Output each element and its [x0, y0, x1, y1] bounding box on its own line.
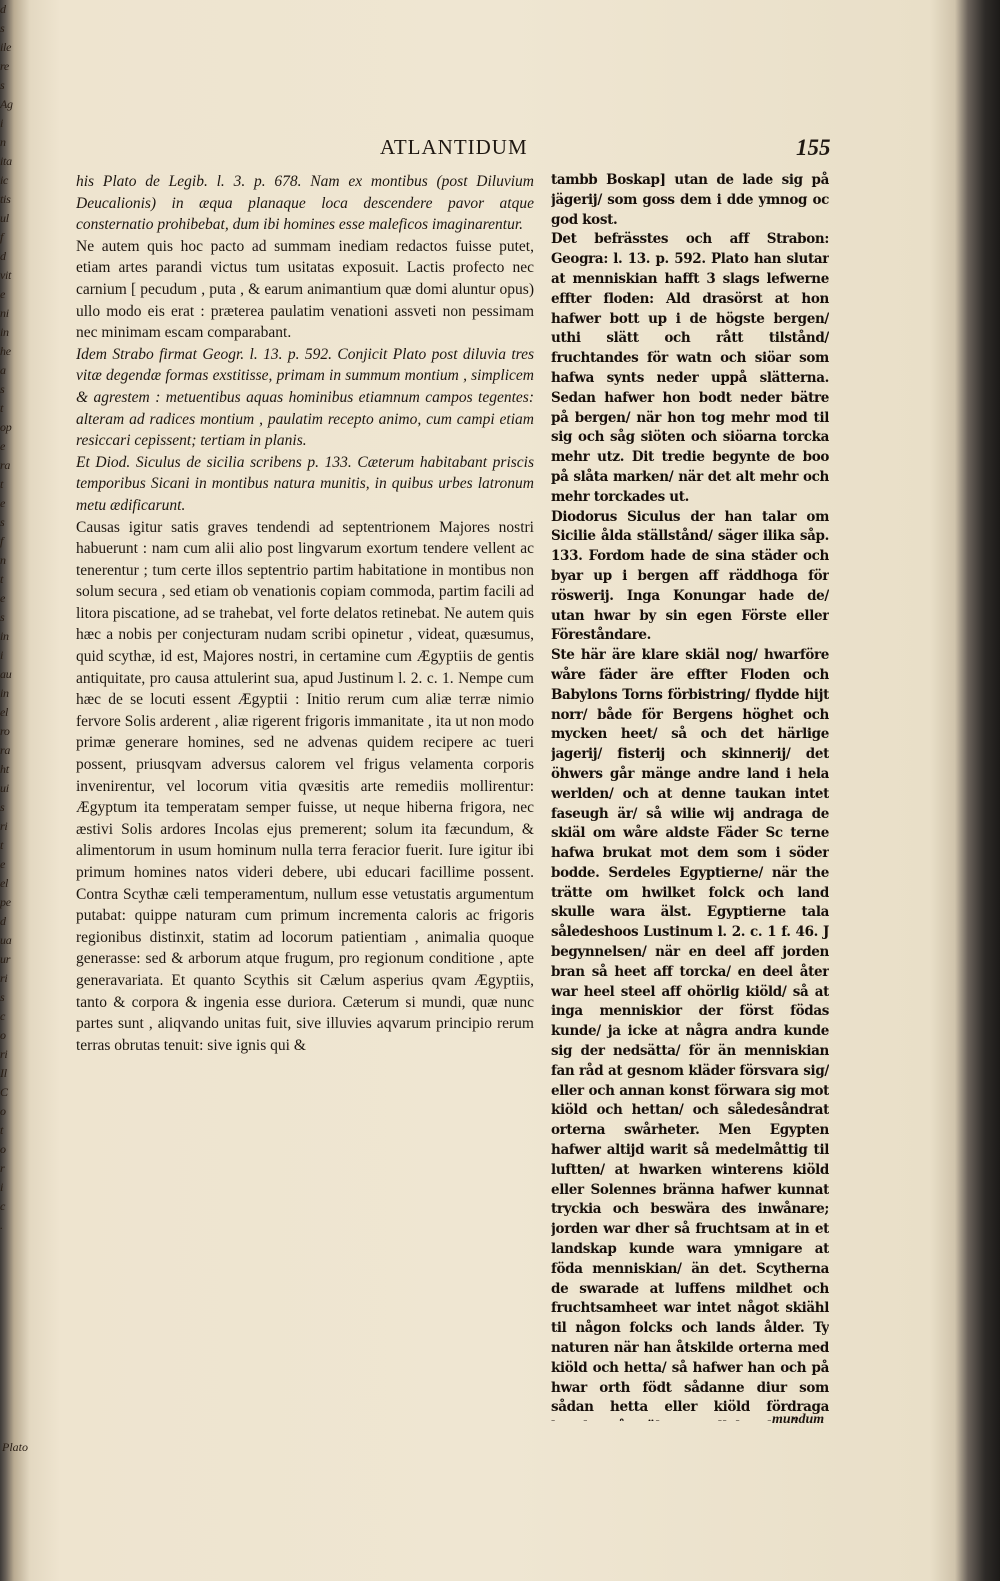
margin-fragment: ita [0, 154, 12, 168]
margin-fragment: t [0, 572, 4, 586]
swedish-paragraph: Diodorus Siculus der han talar om Sicilie ålda ställstånd/ säger ilika såp. 133. Fordom hade de sina städer och byar up i bergen aff räddhoga för röswerij. Inga Konungar hade de/ utan hwar by sin egen Förste eller Föreståndare. [551, 508, 829, 644]
margin-fragment: s [0, 800, 5, 814]
margin-fragment: d [0, 914, 6, 928]
margin-fragment: d [0, 2, 6, 16]
margin-fragment: C [0, 1085, 8, 1099]
margin-fragment: ri [0, 1047, 8, 1061]
latin-paragraph: Ne autem quis hoc pacto ad summam inediam redactos fuisse putet, etiam artes parandi victus tum usitatas exposuit. Lactis profecto nec carnium [ pecudum , puta , & earum animantium quæ domi aluntur opus) ullo modo eis erat : præterea paulatim venationi assveti non pessimam nec minimam escam comparabant. [76, 237, 534, 342]
margin-fragment: f [0, 230, 4, 244]
margin-fragment: ile [0, 40, 12, 54]
page-number: 155 [796, 135, 831, 160]
margin-fragment: t [0, 1123, 4, 1137]
swedish-paragraph: Det befrässtes och aff Strabon: Geogra: l. 13. p. 592. Plato han slutar at menniskian hafft 3 slags lefwerne effter floden: Ald drasörst at hon hafwer bott up i de högste bergen/ uthi slätt och rått tilstånd/ fruchtandes för watn och siöar som hafwa synts neder uppå slätterna. Sedan hafwer hon bodt neder bätre på bergen/ när hon tog mehr mod til sig och såg siöten och siöarna torcka mehr utz. Dit tredie begynte de boo på slåta marken/ när det alt mehr och mehr torckades ut. [551, 231, 829, 505]
margin-fragment: n [0, 553, 6, 567]
margin-fragment: c [0, 1199, 6, 1213]
margin-fragment: r [0, 1161, 5, 1175]
margin-fragment: e [0, 591, 6, 605]
margin-fragment: Ag [0, 97, 13, 111]
margin-fragment: ra [0, 458, 11, 472]
margin-fragment: in [0, 629, 9, 643]
margin-fragment: t [0, 477, 4, 491]
margin-fragment: . [0, 1218, 3, 1232]
margin-fragment: a [0, 363, 6, 377]
catchword: mundum [772, 1412, 825, 1427]
latin-paragraph: his Plato de Legib. l. 3. p. 678. Nam ex montibus (post Diluvium Deucalionis) in æqua planaque loca descendere pavor atque consternatio prohibebat, dum ibi homines esse maleficos imaginarentur. [76, 173, 534, 234]
margin-fragment: c [0, 1009, 6, 1023]
margin-fragment: in [0, 686, 9, 700]
margin-fragment: i [0, 648, 4, 662]
margin-fragment: ui [0, 781, 9, 795]
latin-paragraph: Causas igitur satis graves tendendi ad septentrionem Majores nostri habuerunt : nam cum alii alio post lingvarum exortum tendere vellent ac tenerentur ; tum certe illos septentrio partim habitatione in montibus non solum secura , sed etiam ob venationis copiam commoda, partim facili ad litora piscatione, ad se trahebat, vel forte delatos retinebat. Ne autem quis hæc a nobis per conjecturam nudam scribi opinetur , videat, quæsumus, quid scythæ, id est, Majores nostri, in certamine cum Ægyptiis de gentis antiquitate, pro causa attulerint sua, apud Justinum l. 2. c. 1. Nempe cum hæc de se locuti essent Ægyptii : Initio rerum cum aliæ terræ nimio fervore Solis arderent , aliæ rigerent frigoris immanitate , ita ut non modo primæ generare homines, sed ne advenas quidem recipere ac tueri possent, priusqvam adversus calorem vel frigus velamenta corporis invenirentur, vel locorum vitia qvæsitis arte remediis mollirentur: Ægyptum ita temperatam semper fuisse, ut neque hiberna frigora, nec æstivi Solis ardores Incolas ejus premerent; solum ita fæcundum, & alimentorum in usum hominum nulla terra feracior fuerit. Iure igitur ibi primum homines natos videri debere, ubi educari facillime possent. Contra Scythæ cæli temperamentum, nullum esse vetustatis argumentum putabat: quippe naturam cum primum incrementa caloris ac frigoris regionibus distinxit, statim ad locorum patientiam , animalia quoque generasse: sed & arborum atque frugum, pro regionum conditione , apte generavariata. Et quanto Scythis sit Cælum asperius qvam Ægyptiis, tanto & corpora & ingenia esse duriora. Cæterum si mundi, quæ nunc partes sunt , aliqvando unitas fuit, sive illuvies aqvarum principio rerum terras obrutas tenuit: sive ignis qui & [76, 518, 534, 1054]
margin-fragment: ua [0, 933, 12, 947]
margin-fragment: au [0, 667, 12, 681]
swedish-paragraph: tambb Boskap] utan de lade sig på jägerij/ som goss dem i dde ymnog oc god kost. [551, 172, 829, 228]
margin-fragment: s [0, 610, 5, 624]
margin-fragment: Il [0, 1066, 7, 1080]
latin-text-column [76, 171, 534, 1411]
margin-fragment: t [0, 401, 4, 415]
margin-fragment: s [0, 515, 5, 529]
margin-note-plato: Plato [2, 1440, 28, 1454]
margin-fragment: e [0, 287, 6, 301]
margin-fragment: s [0, 21, 5, 35]
margin-fragment: s [0, 78, 5, 92]
margin-fragment: ic [0, 173, 9, 187]
margin-fragment: s [0, 382, 5, 396]
margin-fragment: ur [0, 952, 11, 966]
margin-fragment: in [0, 325, 9, 339]
margin-fragment: el [0, 876, 9, 890]
margin-fragment: t [0, 838, 4, 852]
left-margin-fragments [0, 0, 28, 1581]
margin-fragment: f [0, 534, 4, 548]
latin-paragraph: Et Diod. Siculus de sicilia scribens p. 133. Cæterum habitabant priscis temporibus Sicani in montibus natura munitis, in quibus urbes latronum metu ædificarunt. [76, 453, 534, 514]
margin-fragment: ul [0, 211, 9, 225]
swedish-paragraph: Ste här äre klare skiäl nog/ hwarföre wåre fäder äre effter Floden och Babylons Torns förbistring/ flydde hijt norr/ både för Bergens höghet och mycken heet/ så och det härlige jagerij/ fisterij och skinnerij/ det öhwers går mänge andre land i hela werlden/ och at denne taukan intet faseugh är/ så wilie wij andraga de skiäl om wåre aldste Fäder Sc terne hafwa brukat mot dem som i söder bodde. Serdeles Egyptierne/ när the trätte om hwilket folck och land skulle wara älst. Egyptierne tala såledeshoos Lustinum l. 2. c. 1 f. 46. J begynnelsen/ när en deel aff jorden bran så heet aff torcka/ en deel åter war heel steel aff ohörlig kiöld/ så at inga menniskior der först födas kunde/ ja icke at några andra kunde sig der nedsätta/ för än menniskian fan råd at gesnom kläder försvara sig/ eller och annan konst förwara sig mot kiöld och hettan/ och såledesåndrat orterna swårheter. Men Egypten hafwer altijd warit så medelmåttig til luftten/ at hwarken winterens kiöld eller Solennes bränna hafwer kunnat tryckia och beswära des inwånare; jorden war dher så fruchtsam at in et landskap kunde wara ymnigare at föda menniskian/ än det. Scytherna de swarade at luffens mildhet och fruchtsamheet war intet något skiähl til någon folcks och lands ålder. Ty naturen när han åtskilde orterna med kiöld och hetta/ så hafwer han och på hwar orth födt sådanne diur som sådan hetta eller kiöld fördraga [551, 647, 829, 1416]
margin-fragment: d [0, 249, 6, 263]
margin-fragment: op [0, 420, 12, 434]
margin-fragment: ht [0, 762, 9, 776]
swedish-text-column [551, 171, 829, 1421]
margin-fragment: o [0, 1028, 6, 1042]
margin-fragment: he [0, 344, 11, 358]
margin-fragment: ri [0, 971, 8, 985]
margin-fragment: e [0, 857, 6, 871]
margin-fragment: re [0, 59, 9, 73]
running-head-title: ATLANTIDUM [380, 135, 528, 159]
margin-fragment: i [0, 1180, 4, 1194]
margin-fragment: n [0, 135, 6, 149]
margin-fragment: ra [0, 743, 11, 757]
margin-fragment: ri [0, 819, 8, 833]
margin-fragment: o [0, 1104, 6, 1118]
margin-fragment: i [0, 116, 4, 130]
margin-fragment: pe [0, 895, 11, 909]
margin-fragment: e [0, 439, 6, 453]
margin-fragment: ni [0, 306, 9, 320]
margin-fragment: o [0, 1142, 6, 1156]
margin-fragment: vit [0, 268, 12, 282]
margin-fragment: tis [0, 192, 11, 206]
latin-paragraph: Idem Strabo firmat Geogr. l. 13. p. 592. Conjicit Plato post diluvia tres vitæ degendæ formas exstitisse, primam in summum montium , simplicem & agrestem : metuentibus aquas hominibus etiamnum campos tegentes: alteram ad radices montium , paulatim recepto animo, cum campi etiam resiccari cepissent; tertiam in planis. [76, 345, 534, 450]
margin-fragment: e [0, 496, 6, 510]
margin-fragment: ro [0, 724, 10, 738]
margin-fragment: s [0, 990, 5, 1004]
margin-fragment: el [0, 705, 9, 719]
